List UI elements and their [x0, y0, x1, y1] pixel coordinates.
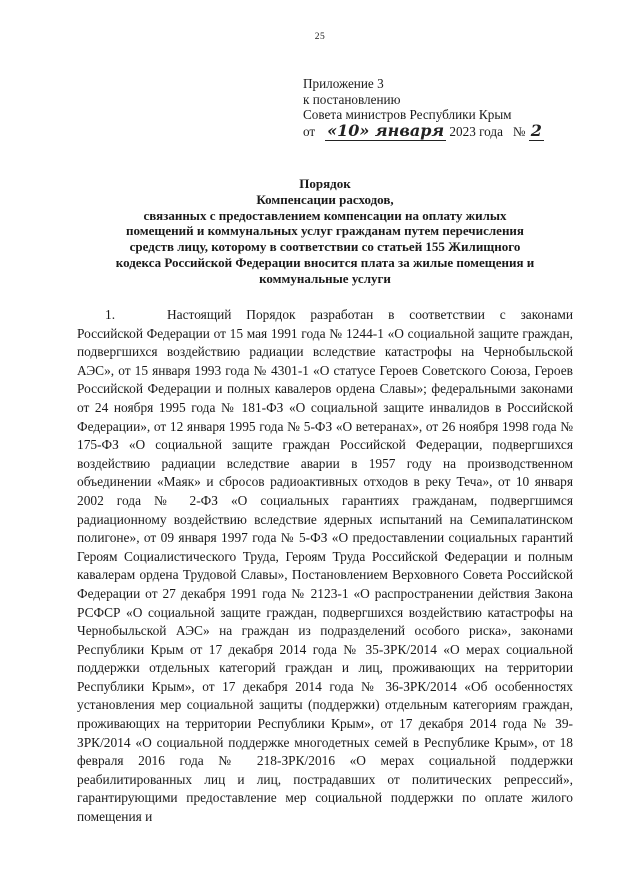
page-number: 25	[314, 32, 326, 42]
paragraph-1	[77, 306, 573, 827]
title-line: коммунальные услуги	[259, 270, 391, 286]
date-year: 2023	[449, 123, 476, 139]
title-line: связанных с предоставлением компенсации на оплату жилых	[143, 207, 507, 223]
appendix-authority: Совета министров Республики Крым	[303, 107, 512, 122]
title-line: Компенсации расходов,	[256, 191, 394, 207]
paragraph-text: Настоящий Порядок разработан в соответствии с законами Российской Федерации от 15 мая 1991 года № 1244-1 «О социальной защите граждан, подвергшихся воздействию радиации вследствие катастрофы на Чернобыльской АЭС», от 15 января 1993 года № 4301-1 «О статусе Героев Советского Союза, Героев Российской Федерации и полных кавалеров ордена Славы»; федеральными законами от 24 ноября 1995 года № 181-ФЗ «О социальной защите инвалидов в Российской Федерации», от 12 января 1995 года № 5-ФЗ «О ветеранах», от 26 ноября 1998 года № 175-ФЗ «О социальной защите граждан Российской Федерации, подвергшихся воздействию радиации вследствие аварии в 1957 году на производственном объединении «Маяк» и сбросов радиоактивных отходов в реку Теча», от 10 января 2002 года № 2-ФЗ «О социальных гарантиях гражданам, подвергшимся радиационному воздействию вследствие ядерных испытаний на Семипалатинском полигоне», от 09 января 1997 года № 5-ФЗ «О предоставлении социальных гарантий Героям Социалистического Труда, Героям Труда Российской Федерации и полным кавалерам ордена Трудовой Славы», Постановлением Верховного Совета Российской Федерации от 27 декабря 1991 года № 2123-1 «О распространении действия Закона РСФСР «О социальной защите граждан, подвергшихся воздействию катастрофы на Чернобыльской АЭС» на граждан из подразделений особого риска», законами Республики Крым от 17 декабря 2014 года № 35-ЗРК/2014 «О мерах социальной поддержки отдельных категорий граждан и лиц, проживающих на территории Республики Крым», от 17 декабря 2014 года № 36-ЗРК/2014 «Об особенностях установления мер социальной защиты (поддержки) отдельным категориям граждан, проживающих на территории Республики Крым», от 17 декабря 2014 года № 39-ЗРК/2014 «О социальной поддержке многодетных семей в Республике Крым», от 18 февраля 2016 года № 218-ЗРК/2016 «О мерах социальной поддержки реабилитированных лиц и лиц, пострадавших от политических репрессий», гарантирующими предоставление мер социальной поддержки по оплате жилого помещения и	[77, 307, 573, 825]
date-prefix: от	[303, 123, 316, 139]
date-year-suffix: года	[479, 123, 503, 139]
appendix-title: Приложение 3	[303, 76, 384, 91]
title-line: кодекса Российской Федерации вносится плата за жилые помещения и	[115, 254, 535, 270]
document-body	[77, 306, 573, 827]
number-sign: №	[512, 123, 526, 139]
title-heading: Порядок	[299, 176, 351, 191]
paragraph-number: 1.	[105, 307, 116, 322]
appendix-date-line	[303, 120, 603, 140]
handwritten-date: «10» января	[327, 120, 445, 140]
document-title	[60, 176, 590, 287]
appendix-resolution: к постановлению	[303, 91, 401, 107]
appendix-header	[303, 76, 603, 139]
handwritten-number: 2	[530, 120, 542, 140]
title-line: помещений и коммунальных услуг гражданам путем перечисления	[126, 223, 524, 239]
title-line: средств лицу, которому в соответствии со статьей 155 Жилищного	[129, 239, 521, 255]
